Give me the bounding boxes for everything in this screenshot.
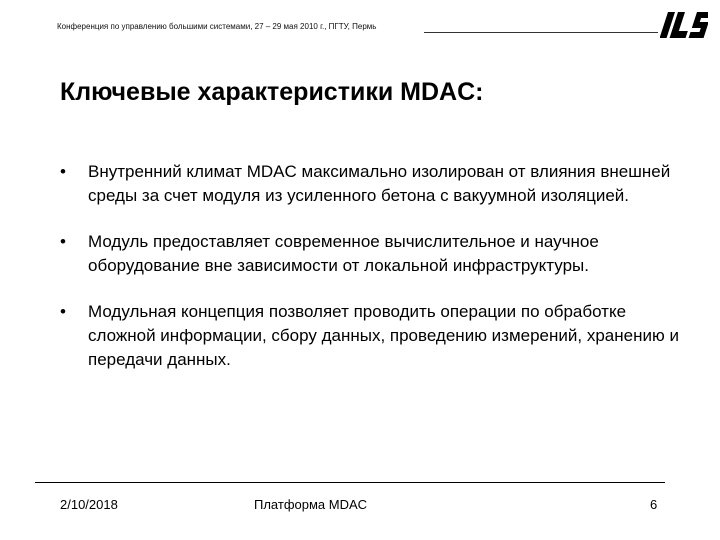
bullet-item [60,300,680,372]
bullet-marker: • [60,302,66,321]
footer-date: 2/10/2018 [60,497,118,512]
bullet-item [60,160,680,208]
bullet-item [60,230,680,278]
bullet-text: Модуль предоставляет современное вычислительное и научное оборудование вне зависимости от локальной инфраструктуры. [88,232,599,275]
page-number: 6 [650,497,658,512]
bullet-list [60,160,680,394]
slide-title: Ключевые характеристики MDAC: [60,78,484,106]
bullet-marker: • [60,232,66,251]
header-rule [424,32,658,33]
bullet-marker: • [60,162,66,181]
bullet-text: Модульная концепция позволяет проводить операции по обработке сложной информации, сбору данных, проведению измерений, хранению и передачи данных. [88,302,679,369]
footer-title: Платформа MDAC [254,497,368,512]
bullet-text: Внутренний климат MDAC максимально изолирован от влияния внешней среды за счет модуля из усиленного бетона с вакуумной изоляцией. [88,162,671,205]
footer-rule [35,482,665,483]
conference-header: Конференция по управлению большими системами, 27 – 29 мая 2010 г., ПГТУ, Пермь [57,22,377,31]
logo-letter-s [689,12,708,38]
ils-logo-icon [660,12,708,38]
